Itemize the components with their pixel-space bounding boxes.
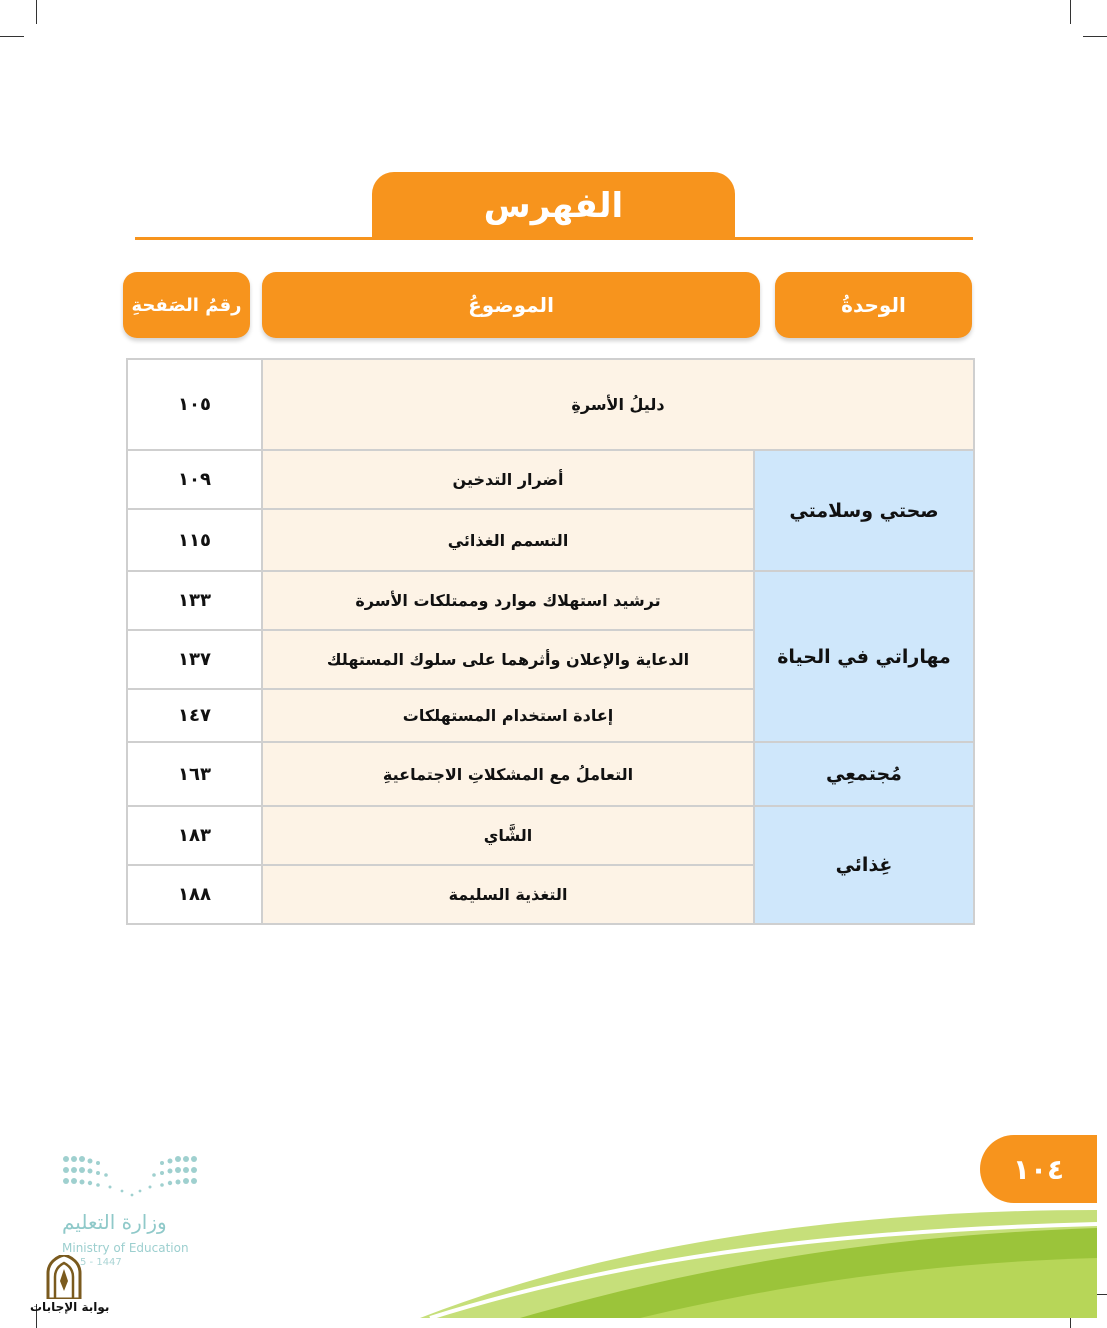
header-unit: الوحدةُ <box>775 272 972 338</box>
table-row <box>127 742 974 806</box>
crop-mark <box>1070 0 1071 24</box>
unit-cell: صحتي وسلامتي <box>754 450 974 571</box>
page-cell: ١٠٩ <box>127 450 262 509</box>
topic-cell: دليلُ الأسرةِ <box>262 359 974 450</box>
toc-table <box>126 358 975 925</box>
page-number: ١٠٤ <box>980 1135 1097 1203</box>
topic-cell: أضرار التدخين <box>262 450 754 509</box>
page-title: الفهرس <box>372 172 735 240</box>
crop-mark <box>1083 36 1107 37</box>
topic-cell: الشَّاي <box>262 806 754 865</box>
ministry-logo-icon <box>62 1155 198 1201</box>
header-page: رقمُ الصَفحةِ <box>123 272 250 338</box>
crop-mark <box>36 0 37 24</box>
table-row <box>127 359 974 450</box>
unit-cell: غِذائي <box>754 806 974 924</box>
watermark-text: بوابة الإجابات <box>30 1300 110 1314</box>
page-cell: ١١٥ <box>127 509 262 571</box>
page-cell: ١٣٣ <box>127 571 262 630</box>
table-row <box>127 450 974 509</box>
ministry-name-en: Ministry of Education <box>62 1241 189 1255</box>
topic-cell: ترشيد استهلاك موارد وممتلكات الأسرة <box>262 571 754 630</box>
portal-logo-icon <box>44 1255 84 1299</box>
page-cell: ١٦٣ <box>127 742 262 806</box>
page-cell: ١٠٥ <box>127 359 262 450</box>
ministry-name-ar: وزارة التعليم <box>62 1210 167 1234</box>
topic-cell: التعاملُ مع المشكلاتِ الاجتماعيةِ <box>262 742 754 806</box>
unit-cell: مهاراتي في الحياة <box>754 571 974 742</box>
table-row <box>127 806 974 865</box>
page-cell: ١٣٧ <box>127 630 262 689</box>
page-cell: ١٨٨ <box>127 865 262 924</box>
topic-cell: الدعاية والإعلان وأثرهما على سلوك المستهلك <box>262 630 754 689</box>
unit-cell: مُجتمعِي <box>754 742 974 806</box>
page-cell: ١٨٣ <box>127 806 262 865</box>
title-underline <box>135 237 973 240</box>
topic-cell: التغذية السليمة <box>262 865 754 924</box>
header-topic: الموضوعُ <box>262 272 760 338</box>
crop-mark <box>0 36 24 37</box>
table-row <box>127 571 974 630</box>
topic-cell: التسمم الغذائي <box>262 509 754 571</box>
ministry-year: 5 - 1447 <box>80 1257 122 1268</box>
topic-cell: إعادة استخدام المستهلكات <box>262 689 754 742</box>
page-cell: ١٤٧ <box>127 689 262 742</box>
